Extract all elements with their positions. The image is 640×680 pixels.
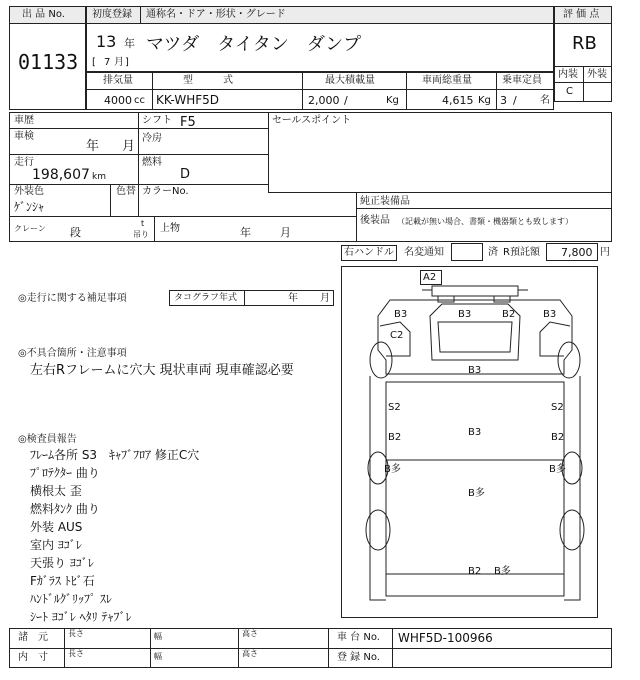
damage-b2-top: B2 <box>502 309 516 320</box>
inspector-line: Fｶﾞﾗｽ ﾄﾋﾞ石 <box>30 574 95 588</box>
damage-bta-center: B多 <box>468 488 485 499</box>
inspector-line: ﾊﾝﾄﾞﾙｸﾞﾘｯﾌﾟ ｽﾚ <box>30 592 112 606</box>
recycle-unit: 円 <box>600 247 610 258</box>
color-no-label: カラーNo. <box>142 186 189 197</box>
height-label: 高さ <box>242 629 258 638</box>
divider <box>9 648 612 649</box>
mileage-unit: km <box>92 172 106 182</box>
damage-b2-left: B2 <box>388 432 402 443</box>
divider <box>302 72 303 110</box>
inspector-line: 外装 AUS <box>30 520 83 534</box>
damage-b2-bottom: B2 <box>468 566 482 577</box>
divider <box>583 66 584 102</box>
right-handle-label: 右ハンドル <box>344 247 394 258</box>
divider <box>64 628 65 668</box>
chassis-no: WHF5D-100966 <box>398 631 493 645</box>
mounted-month-unit: 月 <box>280 226 291 239</box>
inspector-line: 横根太 歪 <box>30 484 82 498</box>
divider <box>356 192 357 242</box>
shaken-label: 車検 <box>14 131 34 142</box>
divider <box>9 154 268 155</box>
capacity-value: 3 <box>500 94 507 107</box>
damage-b3-left: B3 <box>394 309 408 320</box>
ext-color-label: 外装色 <box>14 186 44 197</box>
aftermarket-note: （記載が無い場合、書類・機器類とも致します） <box>397 217 573 226</box>
inspector-line: ｼｰﾄ ﾖｺﾞﾚ ﾍﾀﾘ ﾃｬﾌﾞﾚ <box>30 610 132 624</box>
divider <box>140 6 141 24</box>
divider <box>152 72 153 110</box>
reg-no-label: 登 録 No. <box>337 652 380 663</box>
name-change-box <box>451 243 483 261</box>
damage-b3-right: B3 <box>543 309 557 320</box>
genuine-equipment-label: 純正装備品 <box>360 196 410 207</box>
rating-value: RB <box>572 33 597 54</box>
inspector-line: ﾌﾟﾛﾃｸﾀｰ 曲り <box>30 466 100 480</box>
gross-weight-value: 4,615 <box>442 94 474 107</box>
recycle-deposit-label: R預託額 <box>503 247 540 258</box>
mileage-label: 走行 <box>14 157 34 168</box>
damage-s2-left: S2 <box>388 402 401 413</box>
capacity-sep: / <box>513 94 517 107</box>
inspector-title: ◎検査員報告 <box>18 434 77 445</box>
damage-bta-right: B多 <box>549 464 566 475</box>
lot-number: 01133 <box>18 50 79 74</box>
height-label: 高さ <box>242 649 258 658</box>
defects-text: 左右Rフレームに穴大 現状車両 現車確認必要 <box>30 363 294 378</box>
width-label: 幅 <box>154 632 162 641</box>
divider <box>496 72 497 110</box>
shift-label: シフト <box>142 115 172 126</box>
interior-label: 内装 <box>558 69 578 80</box>
divider <box>392 628 393 668</box>
capacity-unit: 名 <box>540 95 550 106</box>
chassis-no-label: 車 台 No. <box>337 632 380 643</box>
defects-title: ◎不具合箇所・注意事項 <box>18 348 127 359</box>
divider <box>86 89 554 90</box>
divider <box>110 184 111 216</box>
divider <box>328 628 329 668</box>
damage-bta-left: B多 <box>384 464 401 475</box>
mileage-value: 198,607 <box>32 167 90 183</box>
damage-a2: A2 <box>423 272 437 283</box>
reg-year-unit: 年 <box>124 37 135 50</box>
width-label: 幅 <box>154 652 162 661</box>
divider <box>9 216 356 217</box>
exterior-grade: C <box>566 86 573 97</box>
color-change-label: 色替 <box>116 186 136 197</box>
damage-b3-cab: B3 <box>468 365 482 376</box>
mounted-year-unit: 年 <box>240 226 251 239</box>
divider <box>268 192 612 193</box>
displacement-label: 排気量 <box>103 75 133 86</box>
shaken-month-unit: 月 <box>122 139 136 154</box>
max-load-sep: / <box>344 94 348 107</box>
reg-month-close: ] <box>125 57 129 68</box>
crane-label: クレーン <box>14 224 46 233</box>
divider <box>406 72 407 110</box>
displacement-value: 4000 <box>104 94 132 107</box>
divider <box>356 208 612 209</box>
divider <box>244 290 245 306</box>
reg-year: 13 <box>96 32 117 51</box>
first-reg-label: 初度登録 <box>92 9 132 20</box>
damage-b3-mid: B3 <box>458 309 472 320</box>
crane-ton-unit: t <box>141 219 145 228</box>
crane-stage-unit: 段 <box>70 226 81 239</box>
reg-month-open: [ <box>92 57 96 68</box>
divider <box>238 628 239 668</box>
recycle-amount: 7,800 <box>561 246 593 259</box>
rating-label: 評 価 点 <box>563 9 600 20</box>
fuel-label: 燃料 <box>142 157 162 168</box>
reg-month-unit: 月 <box>114 57 124 68</box>
ext-color-value: ｹﾞﾝｼｬ <box>14 200 45 214</box>
divider <box>268 112 269 192</box>
car-name: マツダ タイタン ダンプ <box>146 34 362 55</box>
ac-label: 冷房 <box>142 133 162 144</box>
interior-dims-label: 内 寸 <box>18 652 48 663</box>
damage-b2-right: B2 <box>551 432 565 443</box>
max-load-unit: Kg <box>386 95 399 106</box>
shaken-year-unit: 年 <box>86 139 100 154</box>
shift-value: F5 <box>180 115 196 130</box>
mounted-label: 上物 <box>160 223 180 234</box>
fuel-value: D <box>180 167 191 182</box>
divider <box>154 216 155 242</box>
sales-point-label: セールスポイント <box>272 115 352 126</box>
gross-weight-label: 車両総重量 <box>422 75 472 86</box>
damage-bta-bottom: B多 <box>494 566 511 577</box>
damage-c2: C2 <box>390 330 404 341</box>
supplement-title: ◎走行に関する補足事項 <box>18 293 127 304</box>
displacement-unit: cc <box>134 95 145 106</box>
tachograph-label: タコグラフ年式 <box>174 293 238 303</box>
history-label: 車歴 <box>14 115 34 126</box>
divider <box>9 184 268 185</box>
divider <box>150 628 151 668</box>
length-label: 長さ <box>68 649 84 658</box>
length-label: 長さ <box>68 629 84 638</box>
inspector-line: 燃料ﾀﾝｸ 曲り <box>30 502 100 516</box>
exterior-label: 外装 <box>587 69 607 80</box>
model-code: KK-WHF5D <box>156 93 219 107</box>
max-load-value: 2,000 <box>308 94 340 107</box>
capacity-label: 乗車定員 <box>502 75 542 86</box>
model-code-label: 型 式 <box>183 75 233 86</box>
tachograph-month-unit: 月 <box>320 293 330 304</box>
damage-s2-right: S2 <box>551 402 564 413</box>
model-label: 通称名・ドア・形状・グレード <box>146 9 286 20</box>
reg-month: 7 <box>104 57 111 68</box>
gross-weight-unit: Kg <box>478 95 491 106</box>
tachograph-year-unit: 年 <box>288 293 298 304</box>
name-change-label: 名変通知 <box>404 247 444 258</box>
divider <box>9 128 268 129</box>
max-load-label: 最大積載量 <box>325 75 375 86</box>
damage-b3-center: B3 <box>468 427 482 438</box>
lot-number-label: 出 品 No. <box>22 9 65 20</box>
inspector-line: ﾌﾚｰﾑ各所 S3 ｷｬﾌﾞﾌﾛｱ 修正C穴 <box>30 448 200 462</box>
crane-lift-unit: 吊り <box>133 230 149 239</box>
recycle-prefix: 済 <box>488 247 498 258</box>
inspector-line: 室内 ﾖｺﾞﾚ <box>30 538 82 552</box>
inspector-line: 天張り ﾖｺﾞﾚ <box>30 556 94 570</box>
dims-label: 諸 元 <box>18 632 48 643</box>
aftermarket-label: 後装品 <box>360 215 390 226</box>
